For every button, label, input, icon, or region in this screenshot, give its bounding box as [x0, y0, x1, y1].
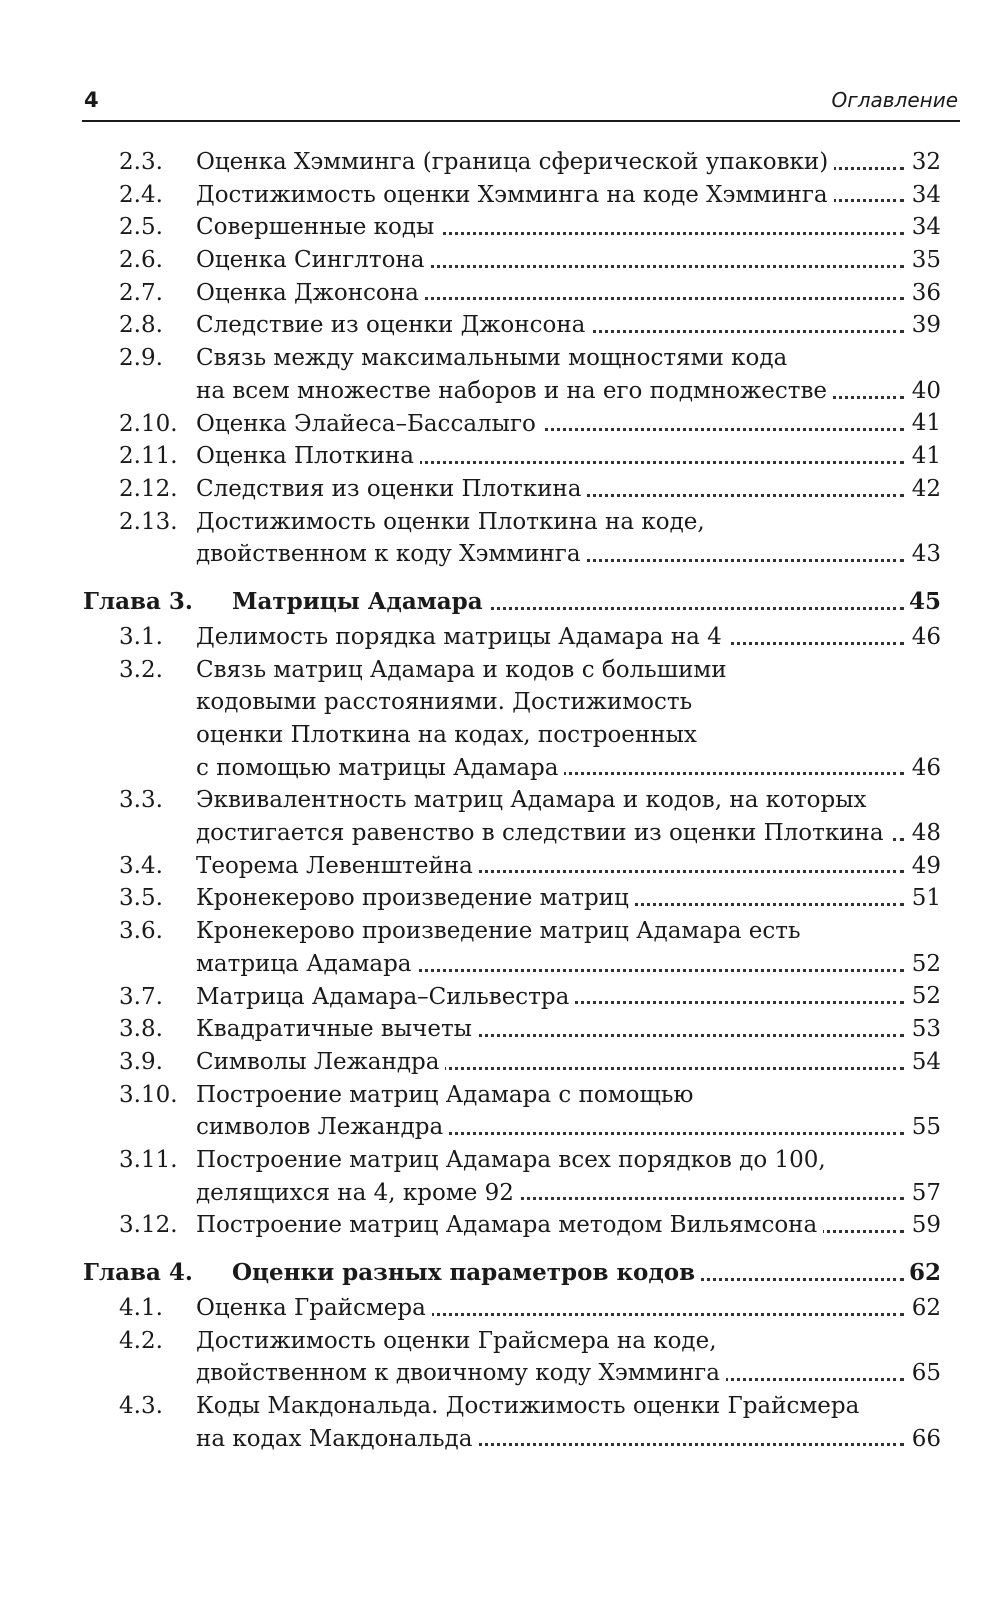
toc-section-entry[interactable] [0, 1209, 1000, 1242]
entry-title: Делимость порядка матрицы Адамара на 4 [196, 624, 728, 650]
entry-title: Оценки разных параметров кодов [232, 1259, 701, 1286]
entry-page-number: 32 [911, 148, 941, 175]
entry-title: Матрица Адамара–Сильвестра [196, 984, 575, 1010]
entry-title: Оценка Грайсмера [196, 1295, 432, 1321]
entry-title: Символы Лежандра [196, 1049, 445, 1075]
entry-title: на всем множестве наборов и на его подмножестве [196, 378, 833, 404]
toc-section-entry[interactable] [0, 277, 1000, 310]
entry-title: Достижимость оценки Хэмминга на коде Хэмминга [196, 182, 834, 208]
entry-title: Эквивалентность матриц Адамара и кодов, на которых [196, 787, 873, 813]
entry-page-number: 52 [911, 983, 941, 1010]
entry-page-number: 41 [911, 410, 941, 437]
entry-number: 2.6. [119, 247, 163, 274]
entry-title: Достижимость оценки Грайсмера на коде, [196, 1328, 723, 1354]
entry-page-number: 40 [911, 377, 941, 404]
entry-number: 2.9. [119, 345, 163, 372]
toc-section-entry[interactable] [0, 654, 1000, 785]
toc-section-entry[interactable] [0, 621, 1000, 654]
entry-title: Кронекерово произведение матриц Адамара есть [196, 918, 807, 944]
toc-section-entry[interactable] [0, 1325, 1000, 1390]
entry-page-number: 57 [911, 1179, 941, 1206]
table-of-contents [0, 146, 1000, 1455]
entry-number: 4.2. [119, 1327, 163, 1354]
entry-page-number: 51 [911, 885, 941, 912]
entry-title: Оценка Синглтона [196, 247, 431, 273]
entry-number: 3.5. [119, 885, 163, 912]
entry-number: 3.8. [119, 1016, 163, 1043]
toc-section-entry[interactable] [0, 244, 1000, 277]
entry-title: двойственном к двоичному коду Хэмминга [196, 1360, 726, 1386]
entry-page-number: 45 [908, 587, 941, 615]
toc-section-entry[interactable] [0, 1079, 1000, 1144]
toc-section-entry[interactable] [0, 309, 1000, 342]
entry-page-number: 62 [908, 1259, 941, 1286]
entry-page-number: 41 [911, 443, 941, 470]
entry-title: Коды Макдональда. Достижимость оценки Грайсмера [196, 1393, 865, 1419]
entry-number: 3.4. [119, 852, 163, 879]
entry-title: Следствие из оценки Джонсона [196, 312, 591, 338]
entry-page-number: 36 [911, 279, 941, 306]
entry-title: Кронекерово произведение матриц [196, 885, 635, 911]
toc-section-entry[interactable] [0, 882, 1000, 915]
entry-page-number: 34 [911, 214, 941, 241]
entry-title: оценки Плоткина на кодах, построенных [196, 722, 703, 748]
entry-title: двойственном к коду Хэмминга [196, 541, 587, 567]
entry-number: 2.13. [119, 508, 178, 535]
running-header [82, 86, 960, 122]
toc-section-entry[interactable] [0, 850, 1000, 883]
entry-title: матрица Адамара [196, 951, 418, 977]
entry-page-number: 35 [911, 247, 941, 274]
entry-page-number: 66 [911, 1425, 941, 1452]
entry-number: 2.7. [119, 279, 163, 306]
entry-title: Достижимость оценки Плоткина на коде, [196, 509, 711, 535]
entry-page-number: 46 [911, 754, 941, 781]
entry-page-number: 53 [911, 1016, 941, 1043]
toc-section-entry[interactable] [0, 784, 1000, 849]
entry-title: делящихся на 4, кроме 92 [196, 1180, 520, 1206]
entry-title: Оценка Хэмминга (граница сферической упаковки) [196, 149, 834, 175]
toc-section-entry[interactable] [0, 211, 1000, 244]
entry-title: с помощью матрицы Адамара [196, 755, 564, 781]
entry-number: 2.12. [119, 475, 178, 502]
entry-title: Связь матриц Адамара и кодов с большими [196, 657, 733, 683]
entry-number: Глава 3. [83, 587, 193, 615]
entry-title: Оценка Плоткина [196, 443, 420, 469]
toc-section-entry[interactable] [0, 342, 1000, 407]
entry-page-number: 34 [911, 181, 941, 208]
entry-page-number: 52 [911, 950, 941, 977]
entry-page-number: 49 [911, 852, 941, 879]
entry-page-number: 39 [911, 312, 941, 339]
entry-page-number: 59 [911, 1212, 941, 1239]
entry-number: 3.1. [119, 623, 163, 650]
entry-page-number: 46 [911, 623, 941, 650]
toc-chapter-entry[interactable] [0, 1254, 1000, 1292]
entry-title: Построение матриц Адамара с помощью [196, 1082, 699, 1108]
toc-section-entry[interactable] [0, 1013, 1000, 1046]
entry-page-number: 48 [911, 820, 941, 847]
entry-number: 3.6. [119, 918, 163, 945]
entry-title: Связь между максимальными мощностями кода [196, 345, 793, 371]
entry-title: Совершенные коды [196, 214, 440, 240]
toc-section-entry[interactable] [0, 915, 1000, 980]
entry-page-number: 55 [911, 1114, 941, 1141]
entry-title: Квадратичные вычеты [196, 1016, 478, 1042]
entry-title: Построение матриц Адамара методом Вильямсона [196, 1212, 823, 1238]
entry-number: 2.11. [119, 443, 178, 470]
entry-number: 2.8. [119, 312, 163, 339]
toc-section-entry[interactable] [0, 408, 1000, 441]
toc-chapter-entry[interactable] [0, 583, 1000, 621]
entry-number: Глава 4. [83, 1259, 193, 1286]
entry-number: 4.1. [119, 1295, 163, 1321]
toc-section-entry[interactable] [0, 440, 1000, 473]
entry-number: 3.11. [119, 1146, 178, 1173]
toc-section-entry[interactable] [0, 506, 1000, 571]
entry-number: 3.2. [119, 656, 163, 683]
toc-section-entry[interactable] [0, 179, 1000, 212]
entry-title: Теорема Левенштейна [196, 853, 479, 879]
entry-title: кодовыми расстояниями. Достижимость [196, 689, 698, 715]
toc-section-entry[interactable] [0, 1144, 1000, 1209]
toc-section-entry[interactable] [0, 473, 1000, 506]
toc-section-entry[interactable] [0, 981, 1000, 1014]
entry-number: 2.4. [119, 181, 163, 208]
entry-number: 3.3. [119, 787, 163, 814]
entry-number: 4.3. [119, 1393, 163, 1420]
entry-number: 3.12. [119, 1212, 178, 1239]
running-title: Оглавление [831, 88, 958, 112]
entry-title: символов Лежандра [196, 1114, 449, 1140]
entry-page-number: 54 [911, 1048, 941, 1075]
entry-number: 2.5. [119, 214, 163, 241]
entry-number: 3.10. [119, 1081, 178, 1108]
entry-title: на кодах Макдональда [196, 1426, 478, 1452]
entry-page-number: 42 [911, 475, 941, 502]
entry-title: Оценка Элайеса–Бассалыго [196, 411, 542, 437]
entry-number: 3.9. [119, 1048, 163, 1075]
toc-section-entry[interactable] [0, 1046, 1000, 1079]
entry-title: Матрицы Адамара [232, 588, 489, 615]
entry-number: 2.10. [119, 410, 178, 437]
toc-section-entry[interactable] [0, 146, 1000, 179]
entry-title: Следствия из оценки Плоткина [196, 476, 587, 502]
toc-section-entry[interactable] [0, 1390, 1000, 1455]
entry-title: достигается равенство в следствии из оценки Плоткина [196, 820, 890, 846]
entry-page-number: 43 [911, 541, 941, 568]
toc-section-entry[interactable] [0, 1292, 1000, 1325]
entry-number: 3.7. [119, 983, 163, 1010]
entry-title: Построение матриц Адамара всех порядков до 100, [196, 1147, 832, 1173]
entry-title: Оценка Джонсона [196, 280, 425, 306]
entry-page-number: 65 [911, 1360, 941, 1387]
entry-page-number: 62 [911, 1294, 941, 1321]
entry-number: 2.3. [119, 149, 163, 175]
page-number: 4 [84, 88, 99, 112]
